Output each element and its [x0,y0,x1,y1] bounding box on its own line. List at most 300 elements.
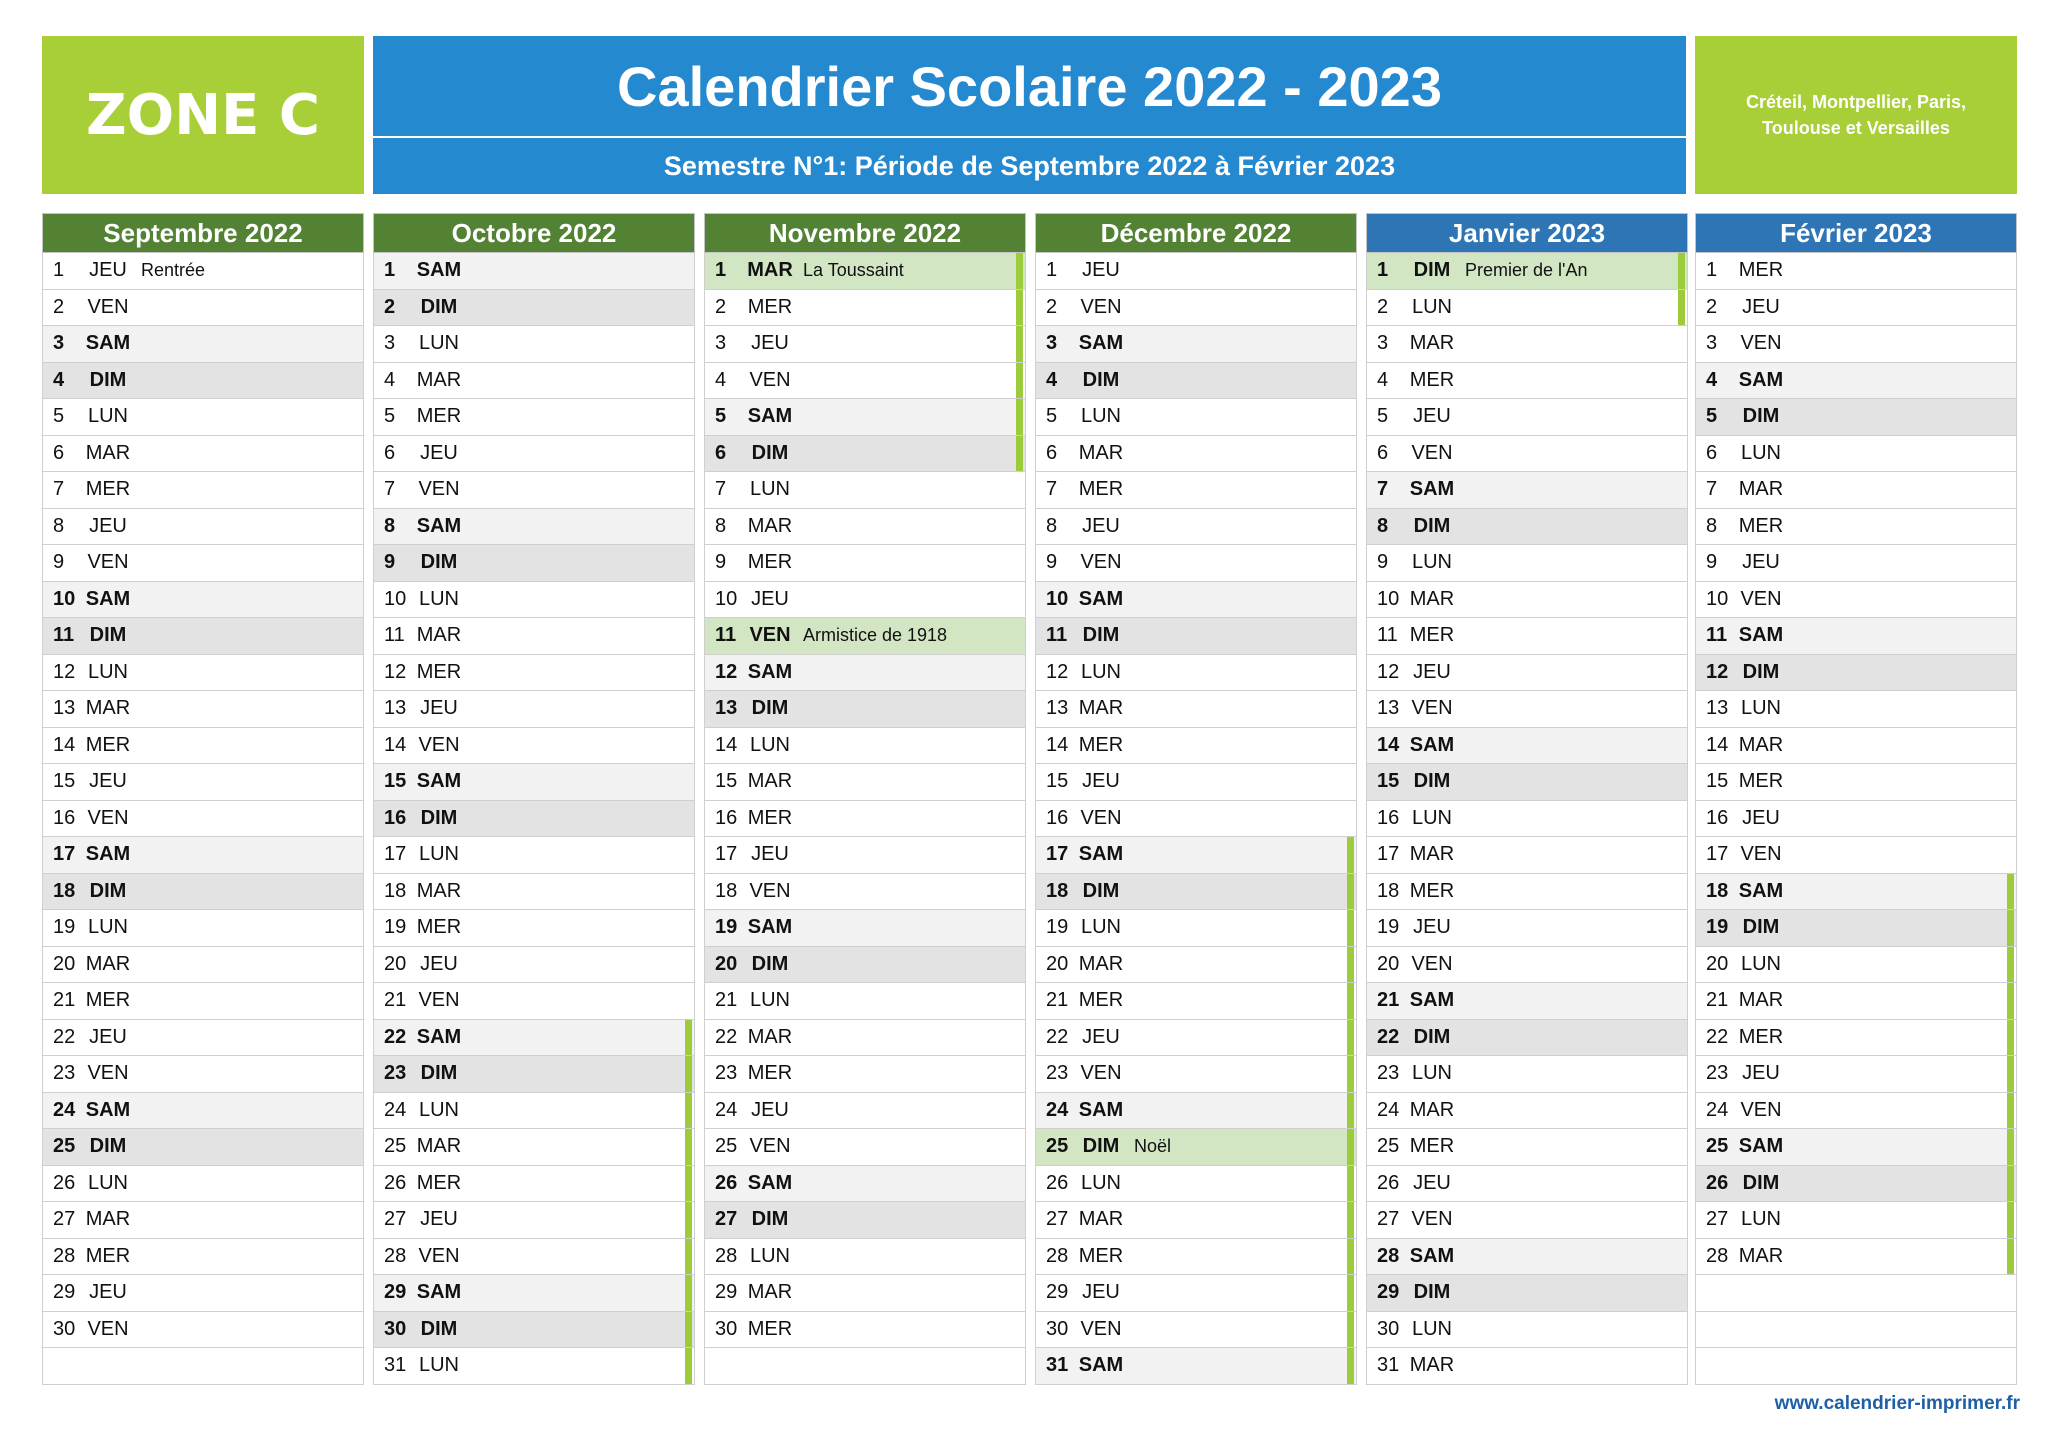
weekday-label: SAM [416,770,462,793]
weekday-label: VEN [87,806,129,829]
day-row [704,545,1026,582]
month-header: Octobre 2022 [373,213,695,253]
weekday-label: SAM [1738,1135,1784,1158]
weekday-label: MER [747,295,793,318]
day-number: 16 [1046,806,1069,829]
day-number: 11 [53,624,75,647]
weekday-label: MER [747,1317,793,1340]
day-row [1695,363,2017,400]
month-header: Février 2023 [1695,213,2017,253]
day-row [704,1275,1026,1312]
weekday-label: VEN [1080,551,1122,574]
weekday-label: LUN [1080,405,1121,428]
day-number: 30 [1046,1317,1069,1340]
weekday-label: LUN [418,843,459,866]
day-row [42,1312,364,1349]
weekday-label: LUN [749,478,790,501]
day-number: 4 [384,368,396,391]
day-number: 23 [1706,1062,1729,1085]
day-row [42,983,364,1020]
cities-label: Créteil, Montpellier, Paris, Toulouse et Versailles [1695,36,2017,194]
weekday-label: LUN [418,332,459,355]
day-number: 31 [384,1354,407,1377]
day-row [704,1056,1026,1093]
weekday-label: MER [85,478,131,501]
weekday-label: LUN [87,1171,128,1194]
weekday-label: JEU [1413,405,1451,428]
day-number: 16 [715,806,738,829]
vacation-marker [1016,363,1023,399]
weekday-label: MAR [1078,441,1124,464]
weekday-label: MER [1409,879,1455,902]
day-row [1695,399,2017,436]
day-number: 9 [715,551,727,574]
day-number: 10 [1046,587,1069,610]
day-row [1695,801,2017,838]
day-number: 14 [1046,733,1069,756]
day-number: 28 [384,1244,407,1267]
day-row [373,1312,695,1349]
weekday-label: SAM [1738,624,1784,647]
weekday-label: VEN [418,733,460,756]
weekday-label: MER [416,1171,462,1194]
weekday-label: JEU [89,1025,127,1048]
day-number: 19 [1046,916,1069,939]
day-row [704,947,1026,984]
weekday-label: SAM [747,916,793,939]
day-number: 22 [715,1025,738,1048]
vacation-marker [1678,290,1685,326]
month-column [373,213,695,1385]
weekday-label: LUN [1740,952,1781,975]
day-number: 14 [384,733,407,756]
empty-day-row [42,1348,364,1385]
vacation-marker [2007,910,2014,946]
day-number: 8 [53,514,65,537]
day-number: 23 [715,1062,738,1085]
website-link[interactable]: www.calendrier-imprimer.fr [1774,1393,2020,1414]
day-row [1366,1093,1688,1130]
day-row [373,290,695,327]
day-number: 11 [1046,624,1068,647]
weekday-label: VEN [1080,295,1122,318]
vacation-marker [1347,1239,1354,1275]
day-number: 12 [715,660,738,683]
day-row [373,728,695,765]
day-row [1035,764,1357,801]
day-row [1695,290,2017,327]
day-number: 31 [1046,1354,1069,1377]
day-number: 17 [384,843,407,866]
day-row [1695,436,2017,473]
day-row [1366,655,1688,692]
day-number: 11 [384,624,405,647]
vacation-marker [685,1275,692,1311]
day-row [1366,545,1688,582]
day-number: 3 [715,332,727,355]
day-row [42,1239,364,1276]
day-row [704,691,1026,728]
day-row [373,253,695,290]
day-row [1366,947,1688,984]
day-number: 20 [715,952,738,975]
day-note: Rentrée [141,260,206,281]
vacation-marker [2007,874,2014,910]
day-row [42,509,364,546]
weekday-label: VEN [1080,806,1122,829]
day-number: 6 [1046,441,1058,464]
day-number: 25 [715,1135,738,1158]
day-number: 2 [715,295,727,318]
day-row [704,436,1026,473]
day-number: 9 [1706,551,1718,574]
day-number: 1 [1377,259,1389,282]
day-number: 14 [1377,733,1400,756]
day-number: 25 [1377,1135,1400,1158]
weekday-label: SAM [1078,332,1124,355]
weekday-label: MAR [1078,697,1124,720]
vacation-marker [2007,947,2014,983]
day-row [1695,618,2017,655]
weekday-label: DIM [1413,259,1451,282]
empty-day-row [704,1348,1026,1385]
day-row [1035,983,1357,1020]
day-row [1035,1093,1357,1130]
weekday-label: DIM [89,624,127,647]
day-number: 20 [53,952,76,975]
day-number: 11 [1377,624,1398,647]
day-number: 29 [1377,1281,1400,1304]
day-number: 26 [1706,1171,1729,1194]
day-number: 9 [1377,551,1389,574]
day-row [373,983,695,1020]
weekday-label: SAM [1409,733,1455,756]
day-row [1695,947,2017,984]
empty-day-row [1695,1275,2017,1312]
day-row [704,983,1026,1020]
day-number: 20 [1377,952,1400,975]
day-row [704,472,1026,509]
day-row [42,399,364,436]
day-row [1366,983,1688,1020]
day-number: 16 [1377,806,1400,829]
day-row [1366,363,1688,400]
vacation-marker [685,1312,692,1348]
day-row [704,837,1026,874]
weekday-label: JEU [1742,551,1780,574]
day-row [704,1093,1026,1130]
day-row [1695,837,2017,874]
weekday-label: VEN [1740,843,1782,866]
day-row [1695,910,2017,947]
day-number: 14 [53,733,76,756]
weekday-label: MER [85,989,131,1012]
day-row [1366,874,1688,911]
day-number: 17 [1706,843,1729,866]
day-row [1366,728,1688,765]
weekday-label: SAM [1078,587,1124,610]
weekday-label: DIM [89,1135,127,1158]
weekday-label: LUN [1411,295,1452,318]
day-row [42,655,364,692]
weekday-label: LUN [1411,1317,1452,1340]
weekday-label: LUN [1411,551,1452,574]
day-row [373,691,695,728]
day-row [42,1093,364,1130]
day-row [373,1129,695,1166]
weekday-label: JEU [89,1281,127,1304]
weekday-label: SAM [1078,1098,1124,1121]
day-row [1035,472,1357,509]
weekday-label: MAR [85,697,131,720]
day-row [1035,545,1357,582]
day-number: 2 [1706,295,1718,318]
day-row [704,326,1026,363]
day-row [373,582,695,619]
day-row [704,1312,1026,1349]
day-number: 8 [1706,514,1718,537]
day-row [1366,691,1688,728]
day-row [373,874,695,911]
day-row [704,253,1026,290]
weekday-label: LUN [87,405,128,428]
day-row [1366,618,1688,655]
day-row [1035,801,1357,838]
weekday-label: MAR [747,514,793,537]
day-row [373,399,695,436]
day-row [1035,509,1357,546]
day-number: 13 [1706,697,1729,720]
weekday-label: LUN [418,1354,459,1377]
day-number: 24 [1706,1098,1729,1121]
day-row [42,326,364,363]
weekday-label: VEN [418,478,460,501]
weekday-label: MER [747,806,793,829]
day-row [1035,691,1357,728]
weekday-label: VEN [749,624,791,647]
day-number: 19 [53,916,76,939]
weekday-label: DIM [420,806,458,829]
weekday-label: MAR [747,1025,793,1048]
day-row [1035,910,1357,947]
day-row [373,1020,695,1057]
day-number: 9 [384,551,396,574]
day-row [1366,801,1688,838]
vacation-marker [685,1056,692,1092]
month-column [42,213,364,1385]
day-number: 17 [53,843,76,866]
weekday-label: MER [1738,514,1784,537]
zone-label: ZONE C [42,36,364,194]
weekday-label: MER [416,660,462,683]
day-number: 17 [1377,843,1400,866]
day-number: 24 [1377,1098,1400,1121]
day-row [1695,1202,2017,1239]
day-row [1035,1202,1357,1239]
day-number: 12 [384,660,407,683]
day-row [1695,582,2017,619]
day-row [42,801,364,838]
month-column [704,213,1026,1385]
weekday-label: SAM [1078,843,1124,866]
weekday-label: DIM [1413,1281,1451,1304]
weekday-label: JEU [1082,1025,1120,1048]
day-row [1695,764,2017,801]
day-number: 10 [1706,587,1729,610]
weekday-label: DIM [751,1208,789,1231]
day-number: 23 [1046,1062,1069,1085]
weekday-label: JEU [1742,806,1780,829]
day-number: 8 [715,514,727,537]
weekday-label: LUN [1740,1208,1781,1231]
day-row [1695,472,2017,509]
vacation-marker [2007,1239,2014,1275]
day-number: 18 [1046,879,1069,902]
day-row [704,764,1026,801]
page-subtitle: Semestre N°1: Période de Septembre 2022 à Février 2023 [663,150,1396,181]
day-row [42,947,364,984]
weekday-label: DIM [751,697,789,720]
weekday-label: MAR [1078,1208,1124,1231]
day-row [1366,910,1688,947]
day-number: 28 [1046,1244,1069,1267]
day-row [704,801,1026,838]
weekday-label: VEN [1740,587,1782,610]
day-number: 2 [53,295,65,318]
day-row [42,253,364,290]
day-number: 21 [1377,989,1400,1012]
day-number: 12 [53,660,76,683]
day-number: 6 [384,441,396,464]
weekday-label: VEN [418,1244,460,1267]
weekday-label: DIM [1413,770,1451,793]
weekday-label: VEN [749,368,791,391]
day-number: 27 [384,1208,407,1231]
day-row [1695,545,2017,582]
weekday-label: LUN [418,587,459,610]
day-row [1695,509,2017,546]
weekday-label: DIM [1413,1025,1451,1048]
day-row [1695,1093,2017,1130]
weekday-label: SAM [85,332,131,355]
day-note: Premier de l'An [1465,260,1588,281]
day-number: 13 [53,697,76,720]
weekday-label: MAR [85,1208,131,1231]
day-number: 1 [1706,259,1718,282]
day-number: 7 [1706,478,1718,501]
day-number: 1 [384,259,396,282]
weekday-label: MER [416,405,462,428]
vacation-marker [1016,253,1023,289]
weekday-label: MER [1738,259,1784,282]
day-number: 13 [715,697,738,720]
day-row [373,1093,695,1130]
weekday-label: DIM [420,1317,458,1340]
vacation-marker [1347,1093,1354,1129]
day-row [1366,1056,1688,1093]
weekday-label: JEU [751,843,789,866]
day-row [42,290,364,327]
day-row [373,1275,695,1312]
weekday-label: JEU [420,952,458,975]
empty-day-row [1695,1348,2017,1385]
weekday-label: VEN [749,879,791,902]
weekday-label: MER [1738,770,1784,793]
day-number: 20 [1706,952,1729,975]
weekday-label: MAR [416,624,462,647]
day-row [704,509,1026,546]
weekday-label: SAM [747,660,793,683]
month-column [1366,213,1688,1385]
day-row [42,1166,364,1203]
day-number: 24 [53,1098,76,1121]
vacation-marker [685,1166,692,1202]
day-number: 31 [1377,1354,1400,1377]
day-number: 25 [384,1135,407,1158]
weekday-label: SAM [1738,879,1784,902]
day-number: 15 [1706,770,1729,793]
day-number: 27 [1046,1208,1069,1231]
weekday-label: MER [1078,1244,1124,1267]
day-number: 30 [384,1317,407,1340]
day-number: 2 [1377,295,1389,318]
day-row [42,1056,364,1093]
day-number: 15 [1046,770,1069,793]
day-row [1695,1020,2017,1057]
day-number: 28 [715,1244,738,1267]
day-number: 12 [1706,660,1729,683]
weekday-label: JEU [420,1208,458,1231]
day-number: 13 [1046,697,1069,720]
vacation-marker [685,1129,692,1165]
day-number: 15 [1377,770,1400,793]
day-row [373,363,695,400]
weekday-label: MAR [416,368,462,391]
day-row [704,399,1026,436]
day-row [42,1129,364,1166]
weekday-label: SAM [1409,478,1455,501]
day-row [373,1056,695,1093]
day-row [1035,582,1357,619]
weekday-label: JEU [1413,660,1451,683]
weekday-label: JEU [1413,916,1451,939]
day-row [42,436,364,473]
day-row [373,1239,695,1276]
day-row [373,436,695,473]
day-number: 24 [1046,1098,1069,1121]
day-number: 22 [1046,1025,1069,1048]
day-row [373,618,695,655]
day-number: 23 [53,1062,76,1085]
day-number: 1 [715,259,727,282]
vacation-marker [2007,1129,2014,1165]
day-row [1695,874,2017,911]
day-row [704,1020,1026,1057]
day-number: 16 [384,806,407,829]
day-number: 10 [715,587,738,610]
day-row [704,655,1026,692]
weekday-label: VEN [1411,697,1453,720]
day-row [1695,691,2017,728]
day-row [1695,1129,2017,1166]
vacation-marker [1347,1020,1354,1056]
day-number: 15 [715,770,738,793]
day-row [42,910,364,947]
day-number: 5 [1706,405,1718,428]
day-number: 26 [53,1171,76,1194]
weekday-label: JEU [1082,770,1120,793]
day-row [1366,1348,1688,1385]
